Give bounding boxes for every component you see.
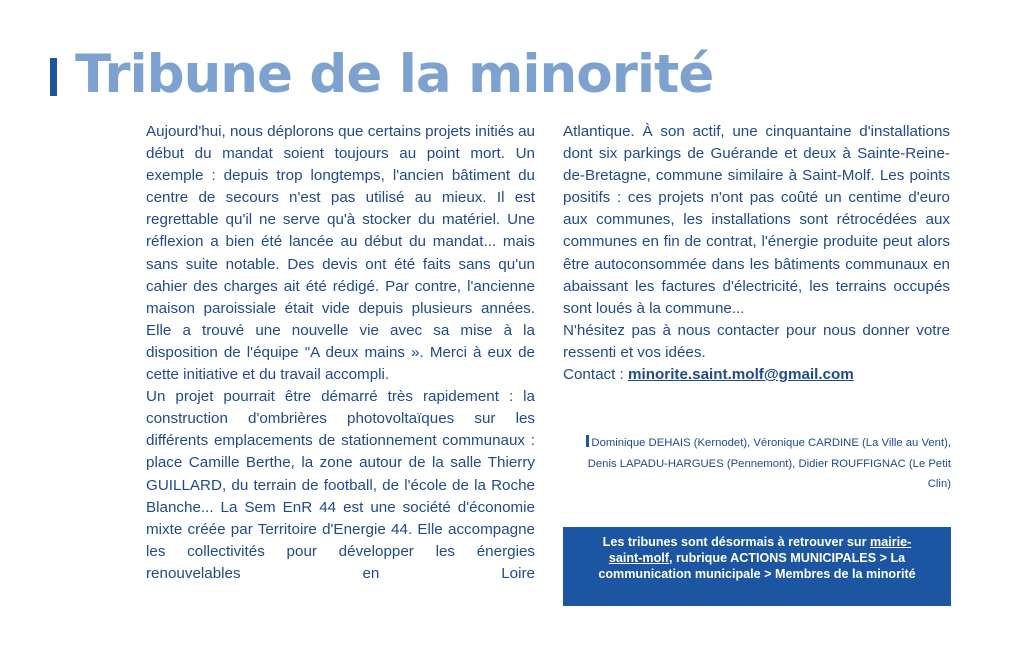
article-column-right <box>563 121 950 386</box>
body-paragraph: Atlantique. À son actif, une cinquantaine d'installations dont six parkings de Guérande et deux à Sainte-Reine-de-Bretagne, commune similaire à Saint-Molf. Les points positifs : ces projets n'ont pas coûté un centime d'euro aux communes, les installations sont rétrocédées aux communes en fin de contrat, l'énergie produite peut alors être autoconsommée dans les bâtiments communaux en abaissant les factures d'électricité, les terrains occupés sont loués à la commune... <box>563 123 950 317</box>
signature-line <box>563 433 951 454</box>
article-column-left <box>146 121 535 585</box>
contact-label: Contact : <box>563 366 628 384</box>
info-box-text: Les tribunes sont désormais à retrouver sur <box>602 535 871 549</box>
signature-line: Denis LAPADU-HARGUES (Pennemont), Didier ROUFFIGNAC (Le Petit Clin) <box>587 457 951 490</box>
info-box-text: , rubrique ACTIONS MUNICIPALES > La communication municipale > Membres de la minorité <box>598 550 916 581</box>
body-paragraph: Aujourd'hui, nous déplorons que certains projets initiés au début du mandat soient toujours au point mort. Un exemple : depuis trop longtemps, l'ancien bâtiment du centre de secours n'est pas utilisé au mieux. Il est regrettable qu'il ne serve qu'à stocker du matériel. Une réflexion a bien été lancée au début du mandat... mais sans suite notable. Des devis ont été faits sans qu'un cahier des charges ait été rédigé. Par contre, l'ancienne maison paroissiale était vide depuis plusieurs années. Elle a trouvé une nouvelle vie avec sa mise à la disposition de l'équipe "A deux mains ». Merci à eux de cette initiative et du travail accompli. <box>146 123 535 384</box>
title-accent-bar <box>50 58 57 96</box>
page-title: Tribune de la minorité <box>75 44 714 105</box>
signature-names: Dominique DEHAIS (Kernodet), Véronique CARDINE (La Ville au Vent), <box>591 437 951 449</box>
signature-block <box>563 433 951 495</box>
body-paragraph: Un projet pourrait être démarré très rapidement : la construction d'ombrières photovoltaïques sur les différents emplacements de stationnement communaux : place Camille Berthe, la zone autour de la salle Thierry GUILLARD, du terrain de football, de l'école de la Roche Blanche... La Sem EnR 44 est une société d'économie mixte créée par Territoire d'Energie 44. Elle accompagne les collectivités pour développer les énergies renouvelables en Loire <box>146 388 535 582</box>
contact-email-link[interactable]: minorite.saint.molf@gmail.com <box>628 366 854 384</box>
website-link[interactable]: mairie-saint-molf <box>608 535 912 565</box>
body-paragraph: N'hésitez pas à nous contacter pour nous donner votre ressenti et vos idées. <box>563 321 950 361</box>
info-box <box>563 527 951 606</box>
contact-line <box>563 364 950 386</box>
signature-marker <box>586 435 589 447</box>
